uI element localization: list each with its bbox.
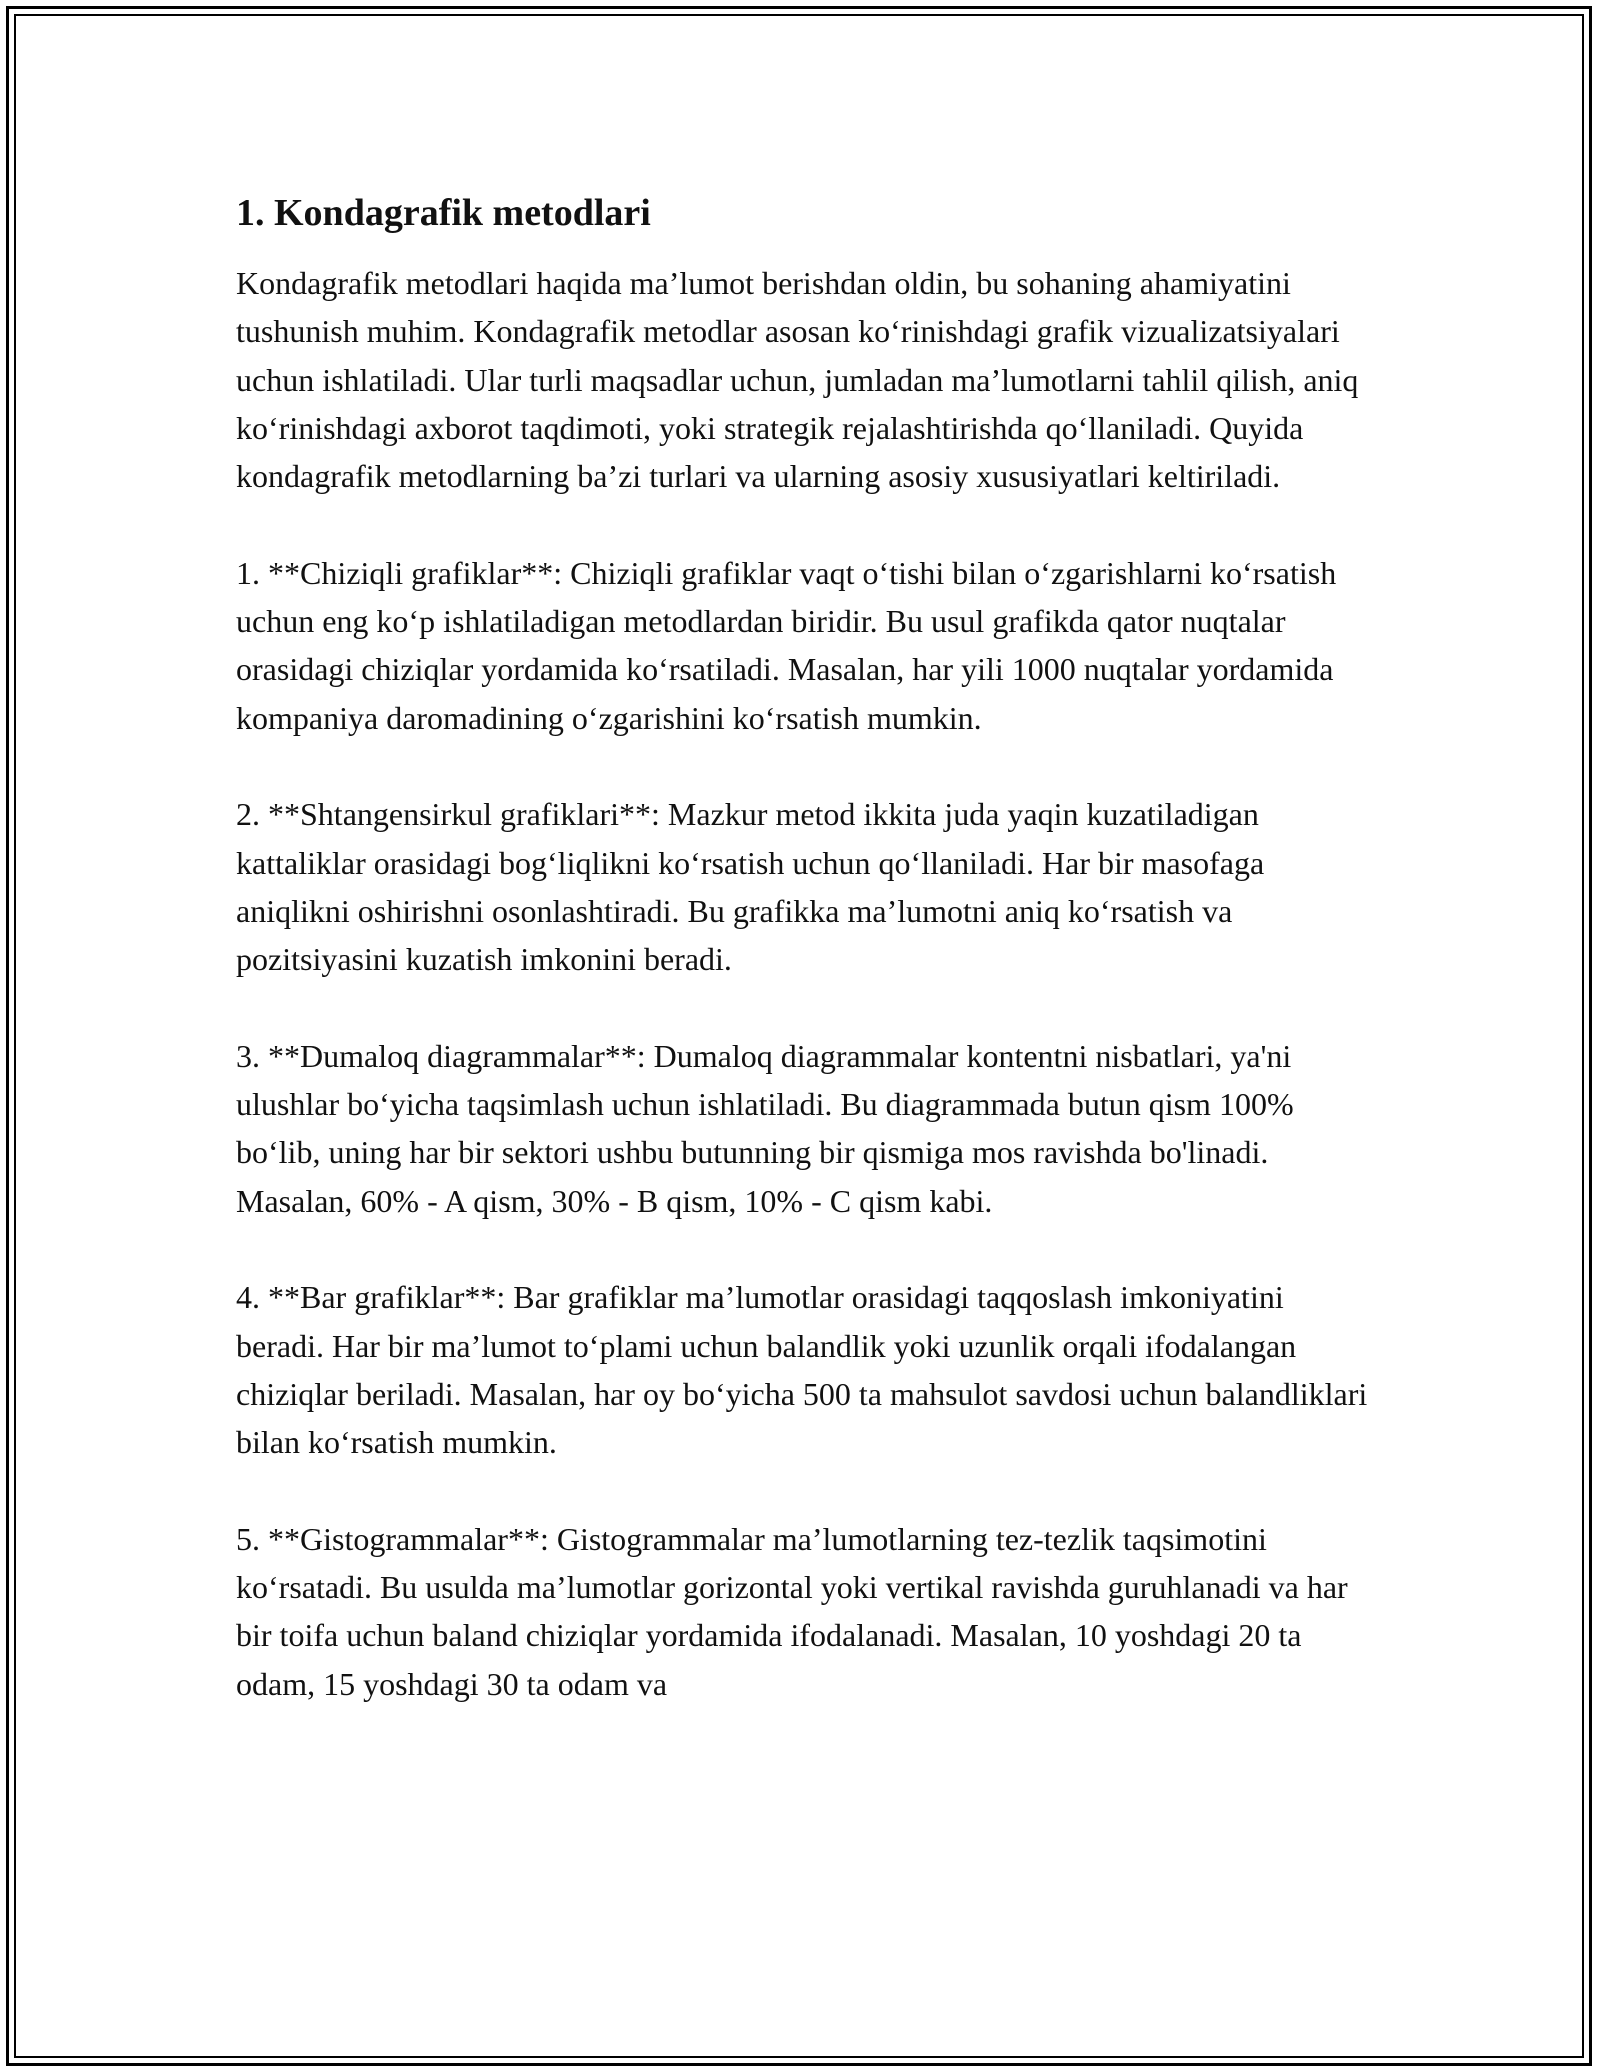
paragraph-caliper-charts: 2. **Shtangensirkul grafiklari**: Mazkur metod ikkita juda yaqin kuzatiladigan kattaliklar orasidagi bog‘liqlikni ko‘rsatish uchun qo‘llaniladi. Har bir masofaga aniqlikni oshirishni osonlashtiradi. Bu grafikka ma’lumotni aniq ko‘rsatish va pozitsiyasini kuzatish imkonini beradi.: [236, 796, 1265, 978]
paragraph-bar-charts: 4. **Bar grafiklar**: Bar grafiklar ma’lumotlar orasidagi taqqoslash imkoniyatini beradi. Har bir ma’lumot to‘plami uchun balandlik yoki uzunlik orqali ifodalangan chiziqlar beriladi. Masalan, har oy bo‘yicha 500 ta mahsulot savdosi uchun balandliklari bilan ko‘rsatish mumkin.: [236, 1279, 1368, 1461]
document-body: [236, 187, 1376, 1756]
paragraph-pie-charts: 3. **Dumaloq diagrammalar**: Dumaloq diagrammalar kontentni nisbatlari, ya'ni ulushlar bo‘yicha taqsimlash uchun ishlatiladi. Bu diagrammada butun qism 100% bo‘lib, uning har bir sektori ushbu butunning bir qismiga mos ravishda bo'linadi. Masalan, 60% - A qism, 30% - B qism, 10% - C qism kabi.: [236, 1037, 1294, 1219]
section-heading: 1. Kondagrafik metodlari: [236, 192, 651, 234]
paragraph-line-charts: 1. **Chiziqli grafiklar**: Chiziqli grafiklar vaqt o‘tishi bilan o‘zgarishlarni ko‘rsatish uchun eng ko‘p ishlatiladigan metodlardan biridir. Bu usul grafikda qator nuqtalar orasidagi chiziqlar yordamida ko‘rsatiladi. Masalan, har yili 1000 nuqtalar yordamida kompaniya daromadining o‘zgarishini ko‘rsatish mumkin.: [236, 554, 1337, 736]
intro-paragraph: Kondagrafik metodlari haqida ma’lumot berishdan oldin, bu sohaning ahamiyatini tushunish muhim. Kondagrafik metodlar asosan ko‘rinishdagi grafik vizualizatsiyalari uchun ishlatiladi. Ular turli maqsadlar uchun, jumladan ma’lumotlarni tahlil qilish, aniq ko‘rinishdagi axborot taqdimoti, yoki strategik rejalashtirishda qo‘llaniladi. Quyida kondagrafik metodlarning ba’zi turlari va ularning asosiy xususiyatlari keltiriladi.: [236, 265, 1359, 495]
paragraph-histograms: 5. **Gistogrammalar**: Gistogrammalar ma’lumotlarning tez-tezlik taqsimotini ko‘rsatadi. Bu usulda ma’lumotlar gorizontal yoki vertikal ravishda guruhlanadi va har bir toifa uchun baland chiziqlar yordamida ifodalanadi. Masalan, 10 yoshdagi 20 ta odam, 15 yoshdagi 30 ta odam va: [236, 1520, 1348, 1702]
